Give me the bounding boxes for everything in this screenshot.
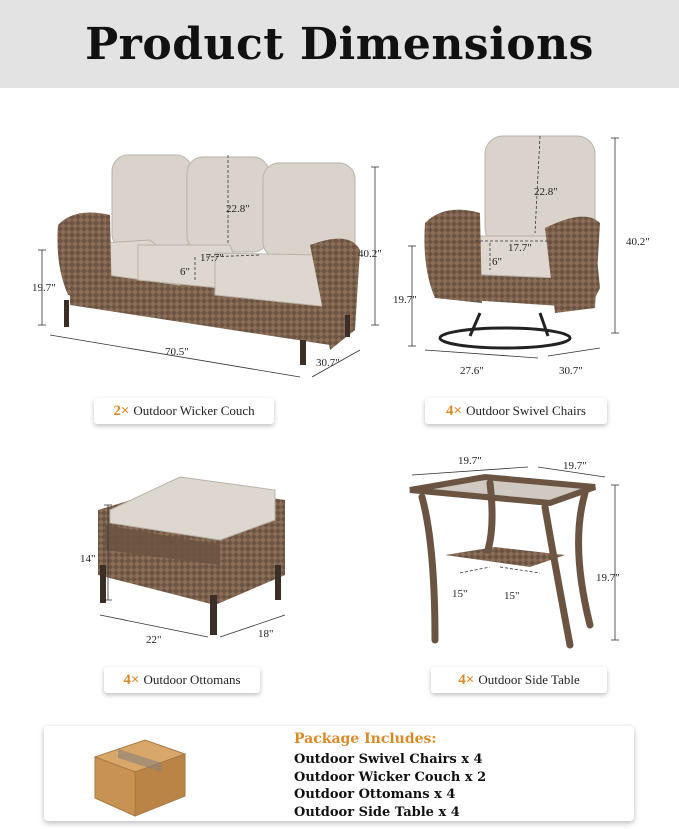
- ottoman-height: 14": [80, 553, 96, 565]
- couch-name: Outdoor Wicker Couch: [133, 403, 255, 418]
- package-title: Package Includes:: [294, 731, 437, 747]
- couch-image: [30, 145, 390, 385]
- box-icon: [90, 732, 190, 818]
- ottoman-width: 22": [146, 634, 162, 646]
- table-top-width: 19.7": [458, 455, 482, 467]
- chair-back-height: 22.8": [534, 186, 558, 198]
- table-qty: 4×: [458, 671, 475, 688]
- side-table-image: [400, 455, 630, 655]
- table-height: 19.7": [596, 572, 620, 584]
- ottoman-depth: 18": [258, 628, 274, 640]
- couch-label: [94, 398, 274, 424]
- couch-depth: 30.7": [316, 357, 340, 369]
- ottoman-label: [104, 667, 260, 693]
- couch-qty: 2×: [113, 402, 130, 419]
- couch-seat-depth: 17.7": [200, 252, 224, 264]
- package-list: [294, 751, 486, 821]
- chair-label: [425, 398, 607, 424]
- package-item: Outdoor Wicker Couch x 2: [294, 769, 487, 785]
- couch-seat-height: 19.7": [32, 282, 56, 294]
- chair-depth: 30.7": [559, 365, 583, 377]
- ottoman-image: [80, 465, 310, 645]
- chair-seat-height: 19.7": [393, 294, 417, 306]
- chair-qty: 4×: [446, 402, 463, 419]
- ottoman-name: Outdoor Ottomans: [143, 672, 241, 687]
- table-shelf-depth: 15": [504, 590, 520, 602]
- chair-name: Outdoor Swivel Chairs: [466, 403, 586, 418]
- table-name: Outdoor Side Table: [478, 672, 580, 687]
- couch-width: 70.5": [165, 346, 189, 358]
- couch-back-height: 22.8": [226, 203, 250, 215]
- chair-total-height: 40.2": [626, 236, 650, 248]
- page-title: Product Dimensions: [85, 18, 594, 70]
- package-panel: [44, 726, 634, 821]
- title-banner: [0, 0, 679, 88]
- package-item: Outdoor Side Table x 4: [294, 804, 460, 820]
- chair-width: 27.6": [460, 365, 484, 377]
- package-item: Outdoor Ottomans x 4: [294, 787, 456, 802]
- chair-seat-depth: 17.7": [508, 242, 532, 254]
- table-shelf-width: 15": [452, 588, 468, 600]
- table-label: [431, 667, 607, 693]
- table-top-depth: 19.7": [563, 460, 587, 472]
- package-item: Outdoor Swivel Chairs x 4: [294, 752, 483, 767]
- ottoman-qty: 4×: [123, 671, 140, 688]
- chair-cushion: 6": [492, 256, 502, 268]
- couch-cushion: 6": [180, 266, 190, 278]
- couch-total-height: 40.2": [358, 248, 382, 260]
